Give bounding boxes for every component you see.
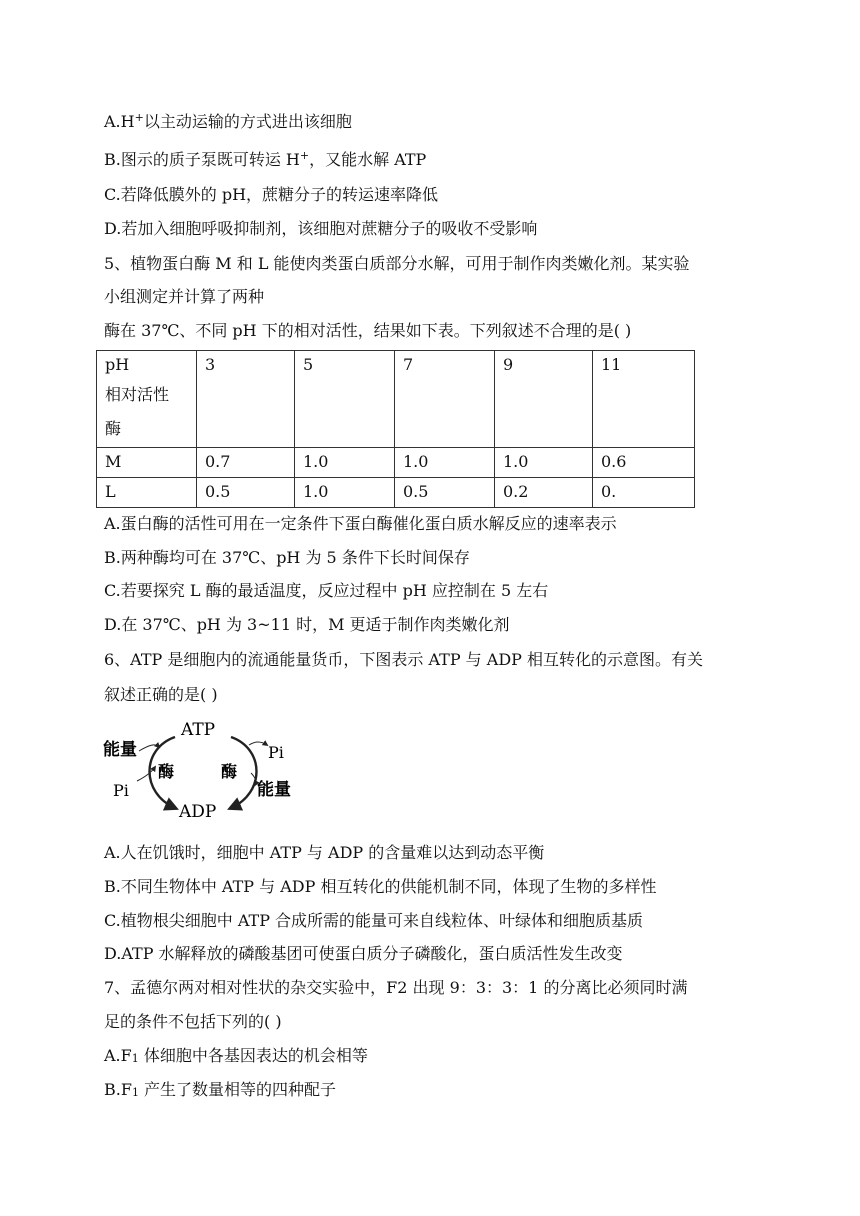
activity-cell: 0.5 <box>197 478 295 508</box>
q5-option-a: A.蛋白酶的活性可用在一定条件下蛋白酶催化蛋白质水解反应的速率表示 <box>104 514 617 533</box>
activity-cell: 1.0 <box>295 448 395 478</box>
activity-cell: 0.5 <box>395 478 495 508</box>
enzyme-name-cell: M <box>97 448 197 478</box>
q6-option-b: B.不同生物体中 ATP 与 ADP 相互转化的供能机制不同，体现了生物的多样性 <box>104 877 657 896</box>
q4-option-b: B.图示的质子泵既可转运 H+，又能水解 ATP <box>104 149 427 169</box>
ph-cell: 3 <box>197 351 295 448</box>
enzyme-activity-table <box>96 350 695 508</box>
pi-output-label: Pi <box>268 743 284 762</box>
q6-stem-line-2: 叙述正确的是( ) <box>104 685 218 704</box>
q7-stem-line-2: 足的条件不包括下列的( ) <box>104 1012 282 1031</box>
activity-cell: 0.2 <box>495 478 593 508</box>
pi-input-label: Pi <box>113 781 129 800</box>
table-row <box>97 478 695 508</box>
adp-label: ADP <box>179 802 217 822</box>
atp-adp-cycle-diagram <box>103 715 303 825</box>
q5-stem-line-2: 小组测定并计算了两种 <box>104 287 265 306</box>
q4-option-d: D.若加入细胞呼吸抑制剂，该细胞对蔗糖分子的吸收不受影响 <box>104 219 538 238</box>
table-header-row <box>97 351 695 448</box>
ph-cell: 5 <box>295 351 395 448</box>
q5-option-d: D.在 37℃、pH 为 3~11 时，M 更适于制作肉类嫩化剂 <box>104 615 510 634</box>
enzyme-name-cell: L <box>97 478 197 508</box>
q4-option-a: A.H+以主动运输的方式进出该细胞 <box>104 111 352 131</box>
q7-stem-line-1: 7、孟德尔两对相对性状的杂交实验中，F2 出现 9：3：3：1 的分离比必须同时满 <box>104 978 688 997</box>
activity-cell: 0.7 <box>197 448 295 478</box>
q4-option-c: C.若降低膜外的 pH，蔗糖分子的转运速率降低 <box>104 185 439 204</box>
activity-cell: 1.0 <box>495 448 593 478</box>
q6-stem-line-1: 6、ATP 是细胞内的流通能量货币，下图表示 ATP 与 ADP 相互转化的示意图。有关 <box>104 650 703 669</box>
energy-input-label: 能量 <box>103 740 137 760</box>
enzyme-right-label: 酶 <box>221 762 238 781</box>
ph-cell: 7 <box>395 351 495 448</box>
atp-label: ATP <box>181 720 216 740</box>
pi-in-arrow <box>137 767 155 781</box>
enzyme-left-label: 酶 <box>158 762 175 781</box>
pi-out-arrow <box>249 742 267 745</box>
ph-cell: 9 <box>495 351 593 448</box>
ph-cell: 11 <box>593 351 695 448</box>
table-header-label: pH 相对活性 酶 <box>97 351 197 448</box>
q5-option-c: C.若要探究 L 酶的最适温度，反应过程中 pH 应控制在 5 左右 <box>104 581 549 600</box>
q6-option-c: C.植物根尖细胞中 ATP 合成所需的能量可来自线粒体、叶绿体和细胞质基质 <box>104 911 644 930</box>
activity-cell: 1.0 <box>295 478 395 508</box>
activity-cell: 0. <box>593 478 695 508</box>
q7-option-a: $A.F_1$ 体细胞中各基因表达的机会相等 <box>104 1046 368 1065</box>
q5-stem-line-1: 5、植物蛋白酶 M 和 L 能使肉类蛋白质部分水解，可用于制作肉类嫩化剂。某实验 <box>104 254 690 273</box>
energy-output-label: 能量 <box>257 780 291 800</box>
q5-stem-line-3: 酶在 37℃、不同 pH 下的相对活性，结果如下表。下列叙述不合理的是( ) <box>104 321 632 340</box>
q6-option-d: D.ATP 水解释放的磷酸基团可使蛋白质分子磷酸化，蛋白质活性发生改变 <box>104 944 623 963</box>
activity-cell: 0.6 <box>593 448 695 478</box>
q7-option-b: $B.F_1$ 产生了数量相等的四种配子 <box>104 1080 337 1099</box>
activity-cell: 1.0 <box>395 448 495 478</box>
q5-option-b: B.两种酶均可在 37℃、pH 为 5 条件下长时间保存 <box>104 548 470 567</box>
q6-option-a: A.人在饥饿时，细胞中 ATP 与 ADP 的含量难以达到动态平衡 <box>104 843 545 862</box>
table-row <box>97 448 695 478</box>
